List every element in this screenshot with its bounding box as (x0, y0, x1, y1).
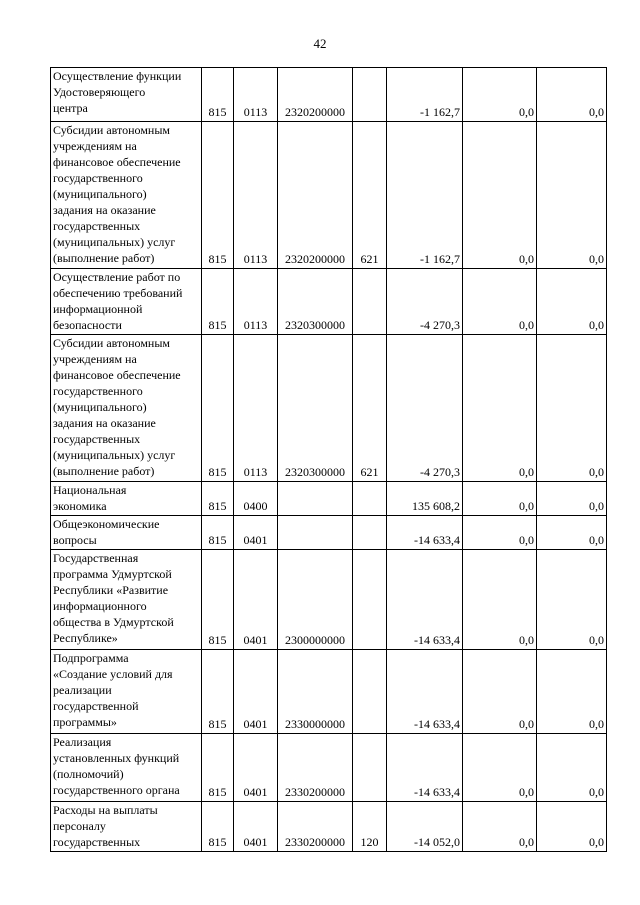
amount-cell: -14 633,4 (387, 516, 463, 550)
item-name-line: «Создание условий для (53, 667, 173, 681)
table-row (51, 269, 607, 335)
section-code-cell: 0113 (234, 68, 278, 122)
item-name-line: программа Удмуртской (53, 567, 172, 581)
item-name-line: Реализация (53, 735, 112, 749)
year2-amount-cell: 0,0 (537, 269, 607, 335)
table-row (51, 335, 607, 482)
target-article-cell: 2330200000 (278, 734, 353, 802)
expense-type-cell (353, 550, 387, 650)
item-name-line: учреждениям на (53, 352, 137, 366)
expense-type-cell (353, 516, 387, 550)
year1-amount-cell: 0,0 (463, 550, 537, 650)
section-code-cell: 0400 (234, 482, 278, 516)
target-article-cell (278, 482, 353, 516)
table-row (51, 550, 607, 650)
item-name-line: Подпрограмма (53, 651, 129, 665)
item-name-cell (51, 482, 202, 516)
section-code-cell: 0401 (234, 650, 278, 734)
amount-cell: -14 633,4 (387, 650, 463, 734)
year1-amount-cell: 0,0 (463, 516, 537, 550)
item-name-cell (51, 122, 202, 269)
item-name-line: финансовое обеспечение (53, 155, 181, 169)
item-name-line: государственных (53, 219, 141, 233)
item-name-line: (выполнение работ) (53, 251, 155, 265)
section-code-cell: 0113 (234, 122, 278, 269)
item-name-line: (выполнение работ) (53, 464, 155, 478)
item-name-line: Государственная (53, 551, 139, 565)
expense-type-cell (353, 650, 387, 734)
amount-cell: 135 608,2 (387, 482, 463, 516)
target-article-cell: 2320200000 (278, 122, 353, 269)
department-code-cell: 815 (202, 734, 234, 802)
item-name-cell (51, 269, 202, 335)
expense-type-cell: 621 (353, 122, 387, 269)
item-name-line: Осуществление функции (53, 69, 182, 83)
item-name-line: (муниципальных) услуг (53, 448, 176, 462)
department-code-cell: 815 (202, 550, 234, 650)
expense-type-cell (353, 482, 387, 516)
item-name-line: Республики «Развитие (53, 583, 169, 597)
item-name-line: Осуществление работ по (53, 270, 181, 284)
section-code-cell: 0401 (234, 516, 278, 550)
department-code-cell: 815 (202, 482, 234, 516)
amount-cell: -14 052,0 (387, 802, 463, 852)
amount-cell: -4 270,3 (387, 269, 463, 335)
item-name-line: Общеэкономические (53, 517, 160, 531)
item-name-line: Удостоверяющего (53, 85, 146, 99)
section-code-cell: 0401 (234, 550, 278, 650)
item-name-line: безопасности (53, 318, 122, 332)
target-article-cell: 2320300000 (278, 335, 353, 482)
item-name-line: задания на оказание (53, 416, 156, 430)
item-name-line: обеспечению требований (53, 286, 183, 300)
item-name-cell (51, 68, 202, 122)
table-row (51, 650, 607, 734)
item-name-cell (51, 734, 202, 802)
amount-cell: -14 633,4 (387, 734, 463, 802)
table-row (51, 122, 607, 269)
item-name-line: учреждениям на (53, 139, 137, 153)
table-row (51, 68, 607, 122)
target-article-cell (278, 516, 353, 550)
amount-cell: -4 270,3 (387, 335, 463, 482)
table-row (51, 802, 607, 852)
item-name-line: государственного органа (53, 783, 180, 797)
item-name-line: (муниципального) (53, 187, 147, 201)
expense-type-cell (353, 269, 387, 335)
amount-cell: -1 162,7 (387, 122, 463, 269)
item-name-line: государственных (53, 432, 141, 446)
item-name-line: Расходы на выплаты (53, 803, 158, 817)
section-code-cell: 0401 (234, 734, 278, 802)
item-name-line: общества в Удмуртской (53, 615, 174, 629)
item-name-line: (муниципальных) услуг (53, 235, 176, 249)
section-code-cell: 0113 (234, 269, 278, 335)
item-name-line: экономика (53, 499, 107, 513)
department-code-cell: 815 (202, 68, 234, 122)
year2-amount-cell: 0,0 (537, 335, 607, 482)
target-article-cell: 2300000000 (278, 550, 353, 650)
year1-amount-cell: 0,0 (463, 122, 537, 269)
item-name-line: вопросы (53, 533, 97, 547)
department-code-cell: 815 (202, 122, 234, 269)
item-name-line: Субсидии автономным (53, 123, 170, 137)
item-name-cell (51, 516, 202, 550)
year2-amount-cell: 0,0 (537, 68, 607, 122)
item-name-line: государственного (53, 171, 143, 185)
target-article-cell: 2330000000 (278, 650, 353, 734)
item-name-cell (51, 802, 202, 852)
target-article-cell: 2320300000 (278, 269, 353, 335)
year1-amount-cell: 0,0 (463, 482, 537, 516)
item-name-cell (51, 650, 202, 734)
item-name-line: Национальная (53, 483, 127, 497)
item-name-line: государственного (53, 384, 143, 398)
table-row (51, 482, 607, 516)
expense-type-cell: 621 (353, 335, 387, 482)
department-code-cell: 815 (202, 802, 234, 852)
year2-amount-cell: 0,0 (537, 122, 607, 269)
item-name-line: (полномочий) (53, 767, 124, 781)
year1-amount-cell: 0,0 (463, 335, 537, 482)
year1-amount-cell: 0,0 (463, 650, 537, 734)
target-article-cell: 2330200000 (278, 802, 353, 852)
year1-amount-cell: 0,0 (463, 269, 537, 335)
item-name-line: государственной (53, 699, 139, 713)
department-code-cell: 815 (202, 335, 234, 482)
year1-amount-cell: 0,0 (463, 802, 537, 852)
expense-type-cell (353, 68, 387, 122)
item-name-cell (51, 550, 202, 650)
item-name-line: задания на оказание (53, 203, 156, 217)
page-number: 42 (313, 36, 327, 51)
item-name-line: информационного (53, 599, 147, 613)
item-name-line: информационной (53, 302, 143, 316)
item-name-line: персоналу (53, 819, 106, 833)
table-row (51, 516, 607, 550)
year2-amount-cell: 0,0 (537, 650, 607, 734)
year2-amount-cell: 0,0 (537, 802, 607, 852)
item-name-cell (51, 335, 202, 482)
department-code-cell: 815 (202, 516, 234, 550)
section-code-cell: 0401 (234, 802, 278, 852)
budget-table (50, 67, 607, 852)
item-name-line: финансовое обеспечение (53, 368, 181, 382)
item-name-line: Субсидии автономным (53, 336, 170, 350)
item-name-line: Республике» (53, 631, 118, 645)
expense-type-cell (353, 734, 387, 802)
amount-cell: -1 162,7 (387, 68, 463, 122)
table-row (51, 734, 607, 802)
year2-amount-cell: 0,0 (537, 734, 607, 802)
amount-cell: -14 633,4 (387, 550, 463, 650)
expense-type-cell: 120 (353, 802, 387, 852)
item-name-line: центра (53, 101, 88, 115)
year2-amount-cell: 0,0 (537, 516, 607, 550)
department-code-cell: 815 (202, 650, 234, 734)
target-article-cell: 2320200000 (278, 68, 353, 122)
item-name-line: реализации (53, 683, 112, 697)
year1-amount-cell: 0,0 (463, 68, 537, 122)
year2-amount-cell: 0,0 (537, 550, 607, 650)
item-name-line: программы» (53, 715, 117, 729)
department-code-cell: 815 (202, 269, 234, 335)
year1-amount-cell: 0,0 (463, 734, 537, 802)
item-name-line: (муниципального) (53, 400, 147, 414)
year2-amount-cell: 0,0 (537, 482, 607, 516)
item-name-line: государственных (53, 835, 141, 849)
section-code-cell: 0113 (234, 335, 278, 482)
item-name-line: установленных функций (53, 751, 180, 765)
